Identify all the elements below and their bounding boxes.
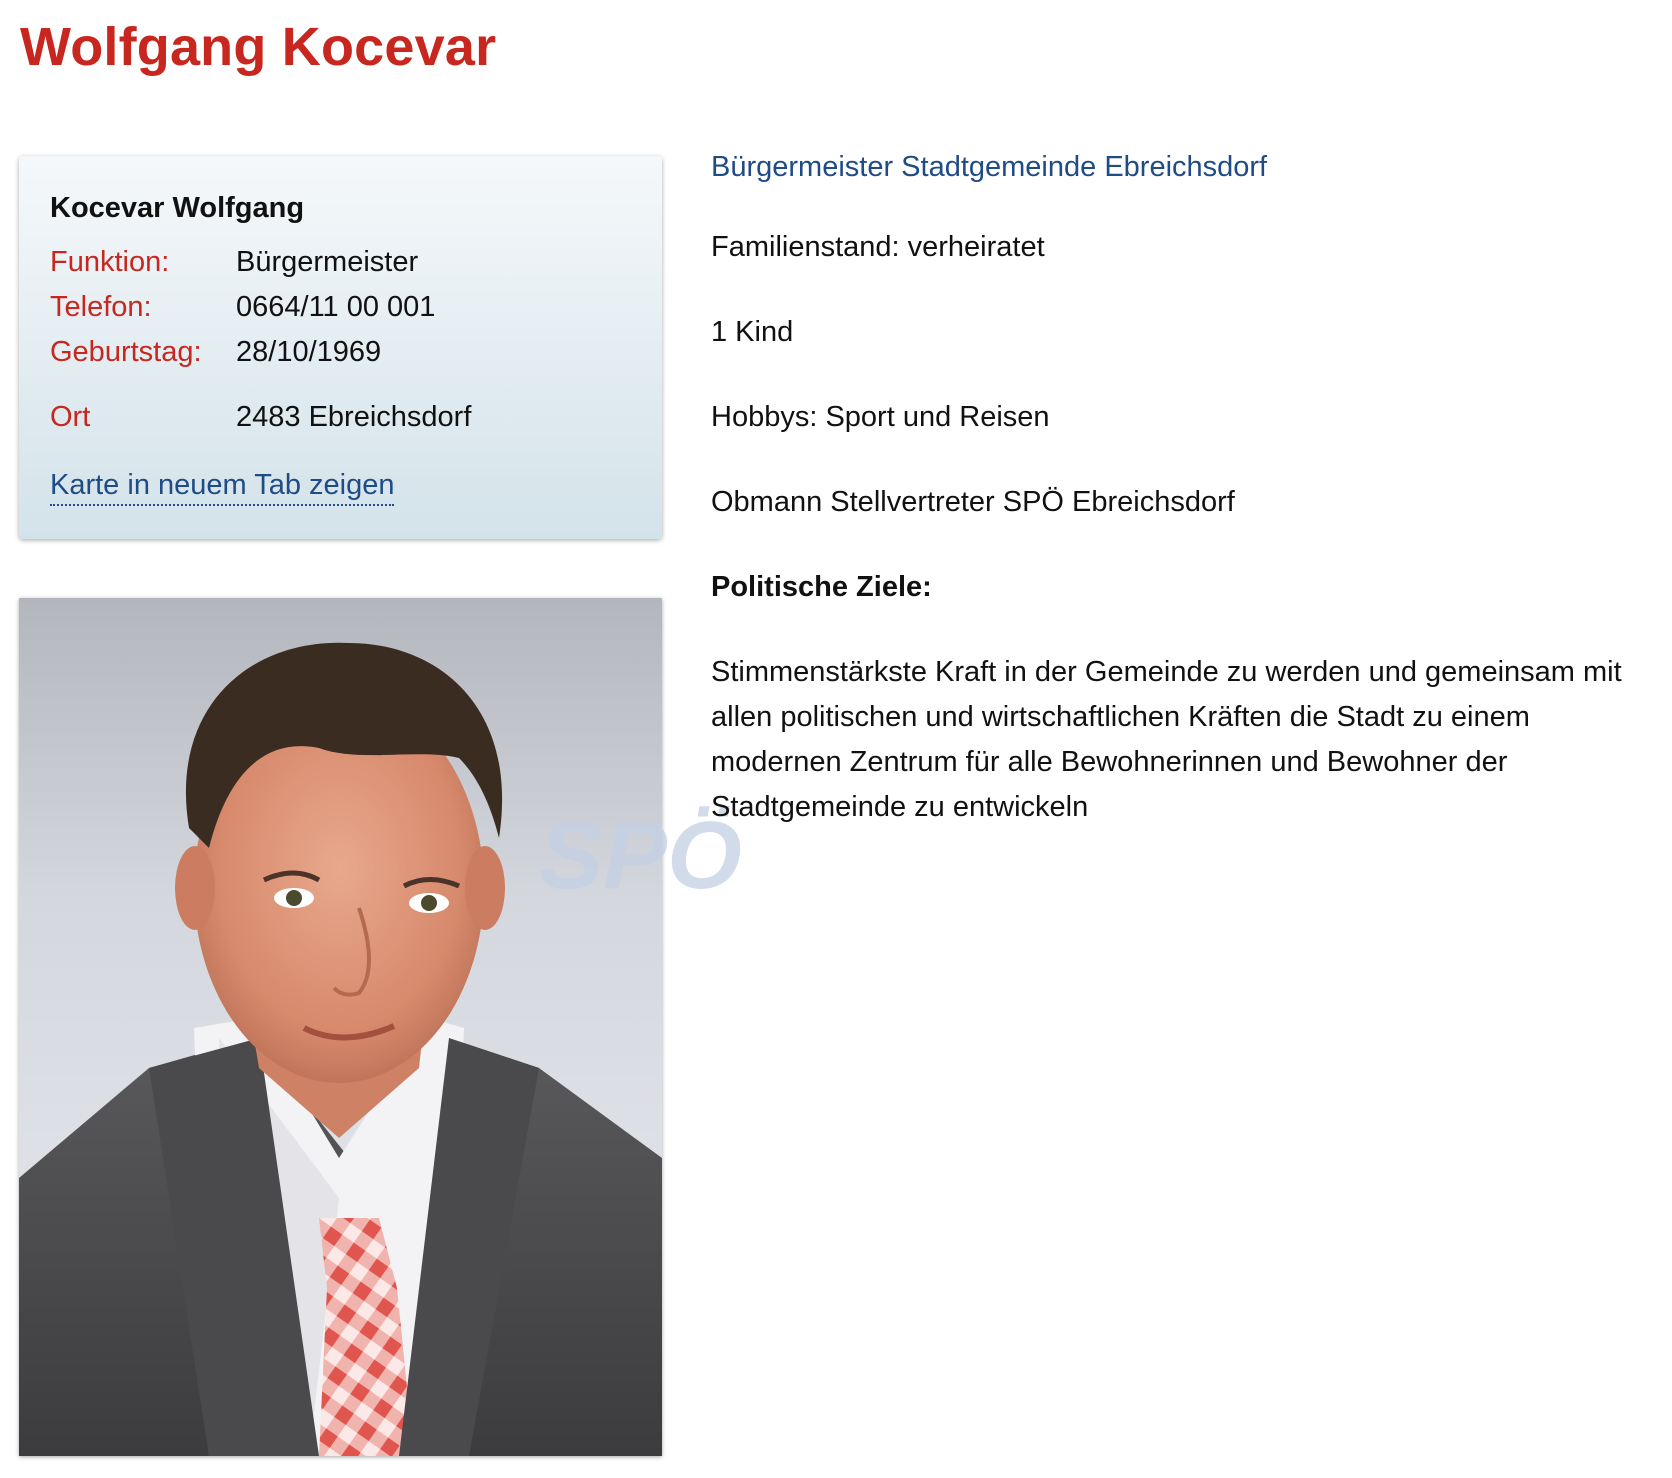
watermark-text: SPÖ <box>539 802 742 909</box>
map-link[interactable]: Karte in neuem Tab zeigen <box>50 466 394 506</box>
children-count: 1 Kind <box>711 316 794 348</box>
portrait-photo <box>19 598 742 1456</box>
info-row-funktion <box>50 242 650 282</box>
info-label: Ort <box>50 401 91 433</box>
card-name: Kocevar Wolfgang <box>50 192 305 224</box>
info-row-telefon <box>50 287 650 327</box>
info-value: 0664/11 00 001 <box>236 291 436 323</box>
info-row-geburtstag <box>50 332 650 372</box>
party-role: Obmann Stellvertreter SPÖ Ebreichsdorf <box>711 486 1235 518</box>
info-value: 28/10/1969 <box>236 336 382 368</box>
goals-text: Stimmenstärkste Kraft in der Gemeinde zu werden und gemeinsam mit allen politischen und wirtschaftlichen Kräften die Stadt zu einem modernen Zentrum für alle Bewohnerinnen und Bewohner der Stadtgemeinde zu entwickeln <box>711 656 1622 823</box>
info-label: Funktion: <box>50 246 170 278</box>
goals-heading: Politische Ziele: <box>711 571 932 603</box>
info-label: Telefon: <box>50 291 152 323</box>
info-label: Geburtstag: <box>50 336 202 368</box>
role-line: Bürgermeister Stadtgemeinde Ebreichsdorf <box>711 151 1268 183</box>
info-value: Bürgermeister <box>236 246 419 278</box>
contact-card <box>19 156 662 539</box>
info-value: 2483 Ebreichsdorf <box>236 401 472 433</box>
family-status: Familienstand: verheiratet <box>711 231 1045 263</box>
info-row-ort <box>50 397 650 437</box>
hobbies: Hobbys: Sport und Reisen <box>711 401 1050 433</box>
page-title: Wolfgang Kocevar <box>20 17 497 77</box>
